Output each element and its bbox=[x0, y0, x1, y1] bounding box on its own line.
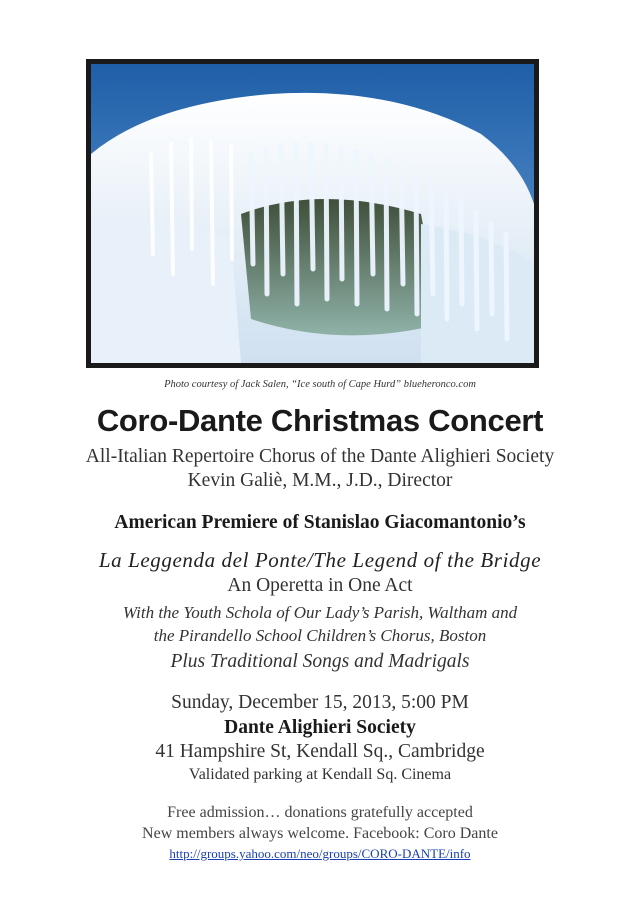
photo-caption: Photo courtesy of Jack Salen, “Ice south of Cape Hurd” blueheronco.com bbox=[164, 379, 476, 390]
work-title: La Leggenda del Ponte/The Legend of the Bridge bbox=[98, 548, 542, 572]
premiere-heading: American Premiere of Stanislao Giacomantonio’s bbox=[114, 512, 526, 533]
plus-line: Plus Traditional Songs and Madrigals bbox=[170, 651, 470, 672]
members-note: New members always welcome. Facebook: Coro Dante bbox=[142, 825, 498, 842]
event-date: Sunday, December 15, 2013, 5:00 PM bbox=[171, 692, 469, 713]
concert-photo-frame bbox=[86, 59, 539, 368]
with-line-1: With the Youth Schola of Our Lady’s Parish, Waltham and bbox=[122, 603, 518, 622]
ice-arch-photo bbox=[91, 64, 534, 363]
event-address: 41 Hampshire St, Kendall Sq., Cambridge bbox=[155, 741, 485, 762]
groups-link[interactable]: http://groups.yahoo.com/neo/groups/CORO-DANTE/info bbox=[169, 846, 471, 861]
with-line-2: the Pirandello School Children’s Chorus, Boston bbox=[153, 626, 487, 645]
operetta-line: An Operetta in One Act bbox=[227, 575, 413, 596]
event-venue: Dante Alighieri Society bbox=[224, 717, 416, 738]
director-line: Kevin Galiè, M.M., J.D., Director bbox=[187, 470, 453, 491]
page-title: Coro-Dante Christmas Concert bbox=[96, 403, 544, 438]
parking-note: Validated parking at Kendall Sq. Cinema bbox=[188, 766, 452, 783]
chorus-subtitle: All-Italian Repertoire Chorus of the Dante Alighieri Society bbox=[85, 446, 555, 467]
admission-note: Free admission… donations gratefully accepted bbox=[167, 804, 473, 821]
